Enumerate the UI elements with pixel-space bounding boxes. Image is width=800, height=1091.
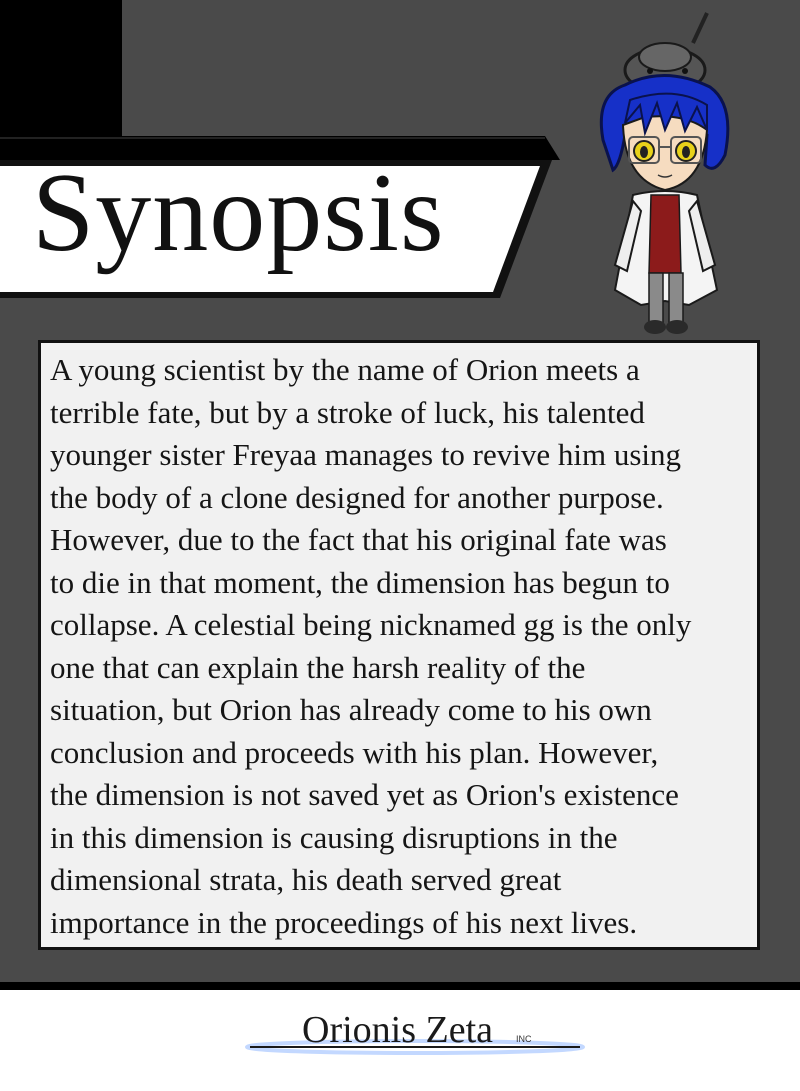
page-title: Synopsis xyxy=(32,151,445,275)
brand-suffix: INC xyxy=(516,1034,532,1044)
corner-block xyxy=(0,0,122,138)
synopsis-text: A young scientist by the name of Orion meets a terrible fate, but by a stroke of luck, his talented younger sister Freyaa manages to revive him using the body of a clone designed for another purpose. However, due to the fact that his original fate was to die in that moment, the dimension has begun to collapse. A celestial being nicknamed gg is the only one that can explain the harsh reality of the situation, but Orion has already come to his own conclusion and proceeds with his plan. However, the dimension is not saved yet as Orion's existence in this dimension is causing disruptions in the dimensional strata, his death served great importance in the proceedings of his next lives. xyxy=(50,352,692,940)
synopsis-panel xyxy=(38,340,760,950)
chibi-scientist-character xyxy=(585,5,745,345)
brand-name: Orionis Zeta xyxy=(302,1009,494,1051)
